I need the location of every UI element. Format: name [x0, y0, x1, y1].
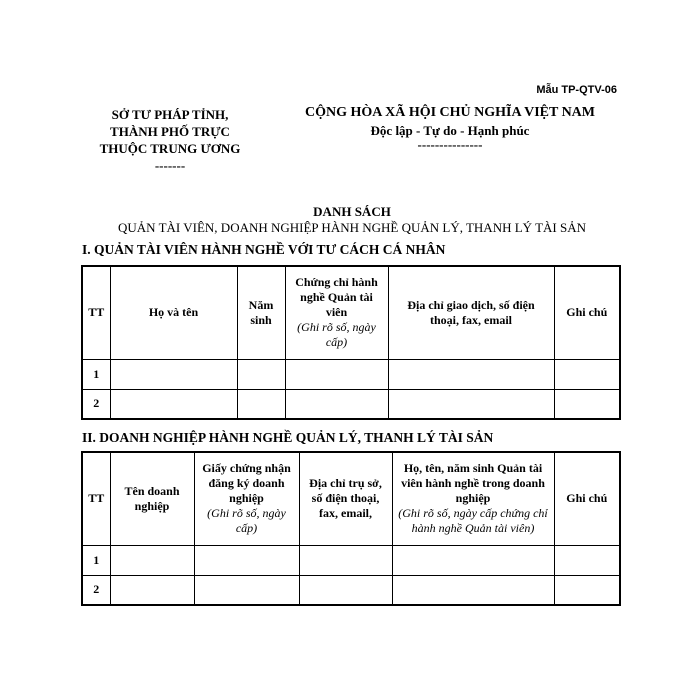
col-address: Địa chỉ giao dịch, số điện thoại, fax, email [388, 266, 554, 359]
col-headquarters: Địa chỉ trụ sở, số điện thoại, fax, email, [299, 452, 392, 545]
table-header-row [82, 266, 620, 359]
national-header [290, 104, 610, 151]
certificate-note: (Ghi rõ số, ngày cấp) [297, 320, 376, 350]
document-title [82, 204, 622, 236]
company-name-cell[interactable] [110, 575, 194, 605]
row-number: 2 [82, 575, 110, 605]
certificate-label: Chứng chỉ hành nghề Quản tài viên [295, 275, 378, 320]
notes-cell[interactable] [554, 389, 620, 419]
row-number: 1 [82, 545, 110, 575]
col-tt: TT [82, 266, 110, 359]
notes-cell[interactable] [554, 359, 620, 389]
registration-label: Giấy chứng nhận đăng ký doanh nghiệp [202, 461, 291, 506]
section-1-heading: I. QUẢN TÀI VIÊN HÀNH NGHỀ VỚI TƯ CÁCH CÁ NHÂN [82, 242, 446, 257]
col-notes: Ghi chú [554, 452, 620, 545]
country-name: CỘNG HÒA XÃ HỘI CHỦ NGHĨA VIỆT NAM [304, 105, 595, 120]
col-company-name: Tên doanh nghiệp [110, 452, 194, 545]
headquarters-cell[interactable] [299, 545, 392, 575]
col-birth-year: Năm sinh [237, 266, 285, 359]
motto-separator: --------------- [417, 137, 483, 152]
col-certificate [285, 266, 388, 359]
table-row [82, 545, 620, 575]
address-cell[interactable] [388, 359, 554, 389]
administrator-cell[interactable] [392, 575, 554, 605]
address-cell[interactable] [388, 389, 554, 419]
title-main: DANH SÁCH [313, 204, 391, 219]
title-sub: QUẢN TÀI VIÊN, DOANH NGHIỆP HÀNH NGHỀ QUẢN LÝ, THANH LÝ TÀI SẢN [118, 220, 586, 235]
notes-cell[interactable] [554, 545, 620, 575]
col-tt: TT [82, 452, 110, 545]
birth-year-cell[interactable] [237, 389, 285, 419]
headquarters-cell[interactable] [299, 575, 392, 605]
col-administrator [392, 452, 554, 545]
individual-administrators-table [81, 265, 621, 420]
row-number: 2 [82, 389, 110, 419]
registration-cell[interactable] [194, 575, 299, 605]
name-cell[interactable] [110, 389, 237, 419]
administrator-note: (Ghi rõ số, ngày cấp chứng chỉ hành nghề Quản tài viên) [398, 506, 548, 536]
enterprises-table [81, 451, 621, 606]
administrator-cell[interactable] [392, 545, 554, 575]
notes-cell[interactable] [554, 575, 620, 605]
table-row [82, 389, 620, 419]
form-code: Mẫu TP-QTV-06 [536, 84, 617, 96]
col-name: Họ và tên [110, 266, 237, 359]
certificate-cell[interactable] [285, 359, 388, 389]
authority-line-3: THUỘC TRUNG ƯƠNG [99, 141, 241, 156]
section-2-heading: II. DOANH NGHIỆP HÀNH NGHỀ QUẢN LÝ, THANH LÝ TÀI SẢN [82, 430, 494, 445]
col-notes: Ghi chú [554, 266, 620, 359]
national-motto: Độc lập - Tự do - Hạnh phúc [370, 123, 530, 138]
registration-note: (Ghi rõ số, ngày cấp) [207, 506, 286, 536]
table-row [82, 575, 620, 605]
birth-year-cell[interactable] [237, 359, 285, 389]
issuing-authority [82, 106, 258, 174]
company-name-cell[interactable] [110, 545, 194, 575]
row-number: 1 [82, 359, 110, 389]
authority-line-2: THÀNH PHỐ TRỰC [110, 124, 230, 139]
col-registration [194, 452, 299, 545]
name-cell[interactable] [110, 359, 237, 389]
authority-separator: ------- [154, 158, 186, 173]
table-row [82, 359, 620, 389]
authority-line-1: SỞ TƯ PHÁP TỈNH, [111, 107, 229, 122]
table-header-row [82, 452, 620, 545]
registration-cell[interactable] [194, 545, 299, 575]
administrator-label: Họ, tên, năm sinh Quản tài viên hành nghề trong doanh nghiệp [401, 461, 545, 506]
certificate-cell[interactable] [285, 389, 388, 419]
